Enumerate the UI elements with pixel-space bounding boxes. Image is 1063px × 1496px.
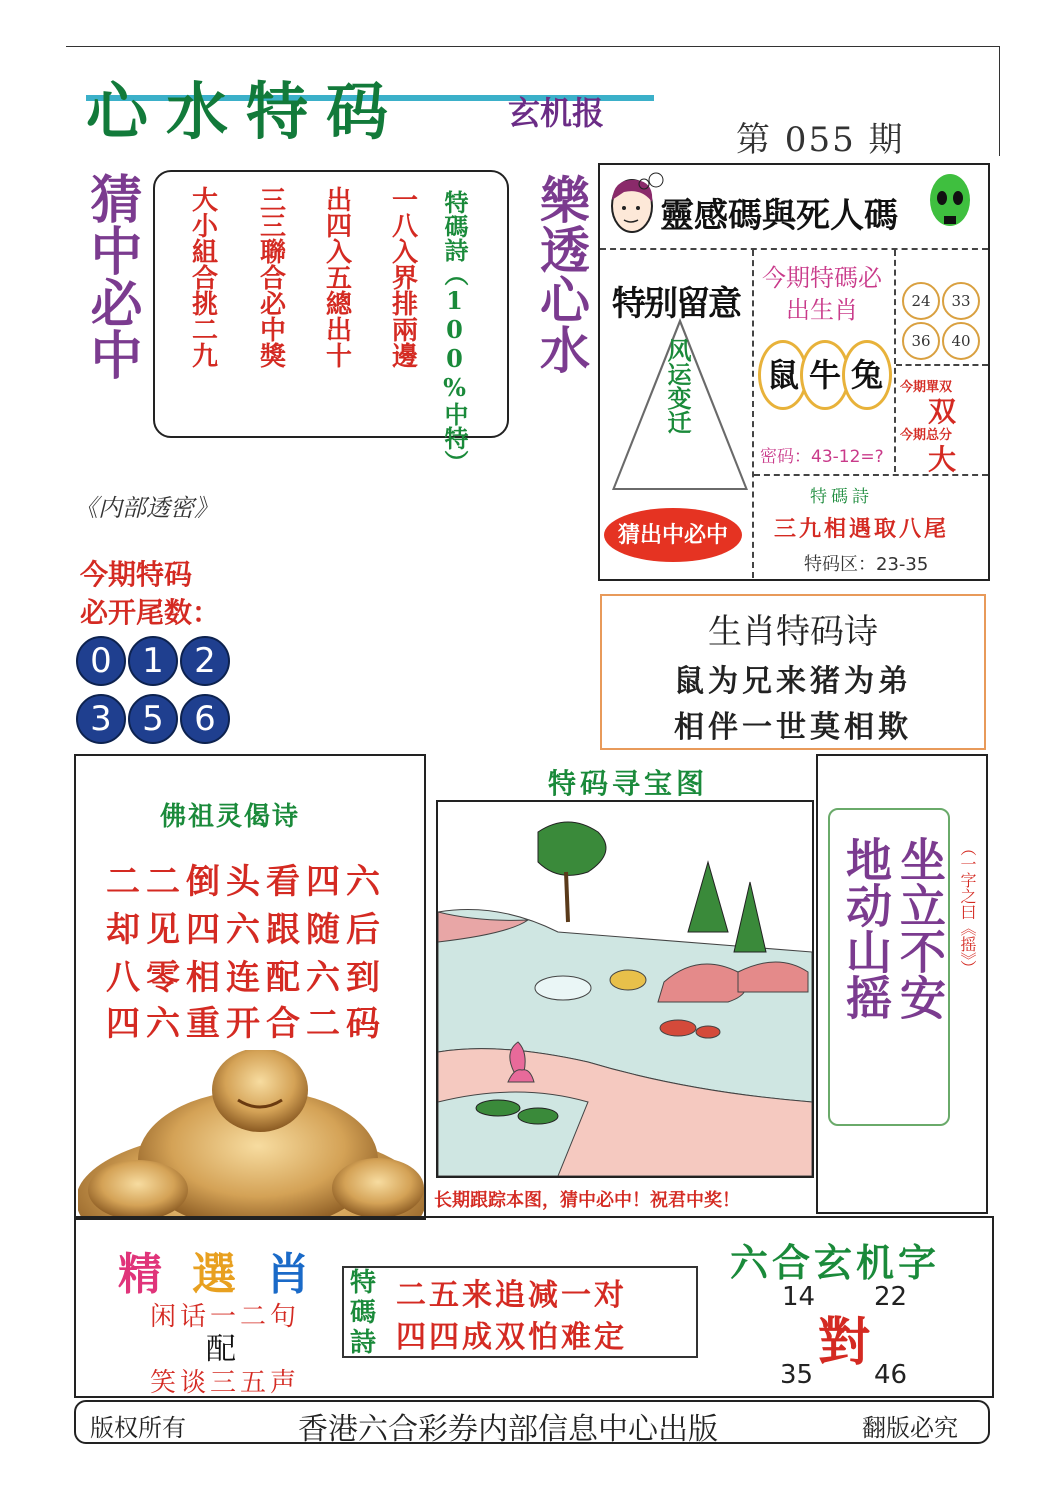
six-number: 22 [874,1282,908,1312]
attention-label: 特别留意 [612,284,740,324]
tail-ball: 2 [180,636,230,686]
riddle-column: 地动山摇 [839,836,893,1020]
treasure-landscape-image [438,802,812,1176]
treasure-map-footer: 长期跟踪本图，猜中必中！祝君中奖！ [434,1190,740,1211]
special-zodiac-heading: 今期特碼必出生肖 [762,264,882,324]
tema-poem-line: 三九相遇取八尾 [774,516,950,542]
number-circle: 36 [902,322,940,360]
zodiac-rat: 鼠 [758,340,808,410]
divider [894,250,896,472]
buddha-poem-title: 佛祖灵偈诗 [160,802,301,832]
riddle-hint: （一字之曰《摇》） [958,840,977,976]
page-subtitle: 玄机报 [508,94,605,132]
poem-side-label: 特碼詩（100%中特） [440,190,469,474]
buddha-poem-line: 却见四六跟随后 [106,910,386,950]
skull-icon [928,172,972,234]
jing-title-char: 精 [118,1249,192,1300]
odd-even-label: 今期單双 [900,380,953,395]
poem-column: 出四入五總出十 [321,186,352,368]
divider [896,364,988,366]
six-number: 46 [874,1360,908,1390]
total-label: 今期总分 [900,428,953,443]
treasure-map-image [436,800,814,1178]
tema-zone: 特码区：23-35 [804,554,929,575]
six-number: 35 [780,1360,814,1390]
zodiac-rabbit: 兔 [842,340,892,410]
six-number: 14 [782,1282,816,1312]
footer-left: 版权所有 [90,1414,186,1442]
treasure-map-title: 特码寻宝图 [548,767,709,800]
zodiac-ox: 牛 [800,340,850,410]
tail-label [80,556,220,632]
tail-ball: 1 [128,636,178,686]
riddle-column: 坐立不安 [893,836,947,1020]
zodiac-poem-title: 生肖特码诗 [708,612,878,652]
buddha-statue-image [78,1050,424,1218]
jing-line: 闲话一二句 [150,1302,301,1332]
tema-poem-label: 特碼詩 [810,487,873,507]
divider [600,248,988,250]
buddha-box-top [74,754,426,756]
issue-number: 第 055 期 [736,120,905,160]
bottom-poem-line: 四四成双怕难定 [396,1320,627,1355]
zodiac-poem-line: 相伴一世莫相欺 [674,710,912,745]
jing-match: 配 [206,1332,236,1367]
total-value: 大 [928,443,957,476]
number-circle: 24 [902,282,940,320]
tail-label-line: 今期特码 [80,558,193,591]
guess-oval: 猜出中必中 [604,508,742,562]
poem-column: 一八入界排兩邊 [387,186,418,368]
footer-publisher: 香港六合彩券内部信息中心出版 [298,1412,718,1447]
inner-secret-label: 《内部透密》 [74,494,218,522]
secret-code: 密码：43-12=? [760,447,884,467]
tail-ball: 0 [76,636,126,686]
buddha-poem-line: 八零相连配六到 [106,958,386,998]
tail-ball: 5 [128,694,178,744]
odd-even-value: 双 [928,395,957,428]
poem-column: 三三聯合必中獎 [255,186,286,368]
six-center-char: 對 [818,1312,871,1373]
six-mystery-title: 六合玄机字 [730,1240,941,1285]
tail-label-line: 必开尾数： [80,596,221,629]
footer-right: 翻版必究 [862,1414,958,1442]
zodiac-poem-line: 鼠为兄来猪为弟 [674,664,912,699]
divider [752,250,754,578]
poem-column: 大小組合挑二九 [187,186,218,368]
jing-line: 笑谈三五声 [150,1368,301,1398]
buddha-poem-line: 二二倒头看四六 [106,862,386,902]
number-circle: 40 [942,322,980,360]
guess-label: 猜中必中 [81,172,142,380]
bottom-poem-line: 二五来追减一对 [396,1278,627,1313]
jing-title-char: 肖 [266,1249,340,1300]
fortune-text: 风运变迁 [663,338,692,434]
spirit-title: 靈感碼與死人碼 [660,196,898,236]
buddha-poem-line: 四六重开合二码 [106,1004,386,1044]
joy-label: 樂透心水 [532,174,591,374]
tail-ball: 3 [76,694,126,744]
tail-ball: 6 [180,694,230,744]
bottom-poem-label: 特碼詩 [350,1268,377,1358]
jing-title-char: 選 [192,1249,266,1300]
page-title: 心水特码 [86,75,407,148]
jing-title [118,1238,340,1302]
number-circle: 33 [942,282,980,320]
